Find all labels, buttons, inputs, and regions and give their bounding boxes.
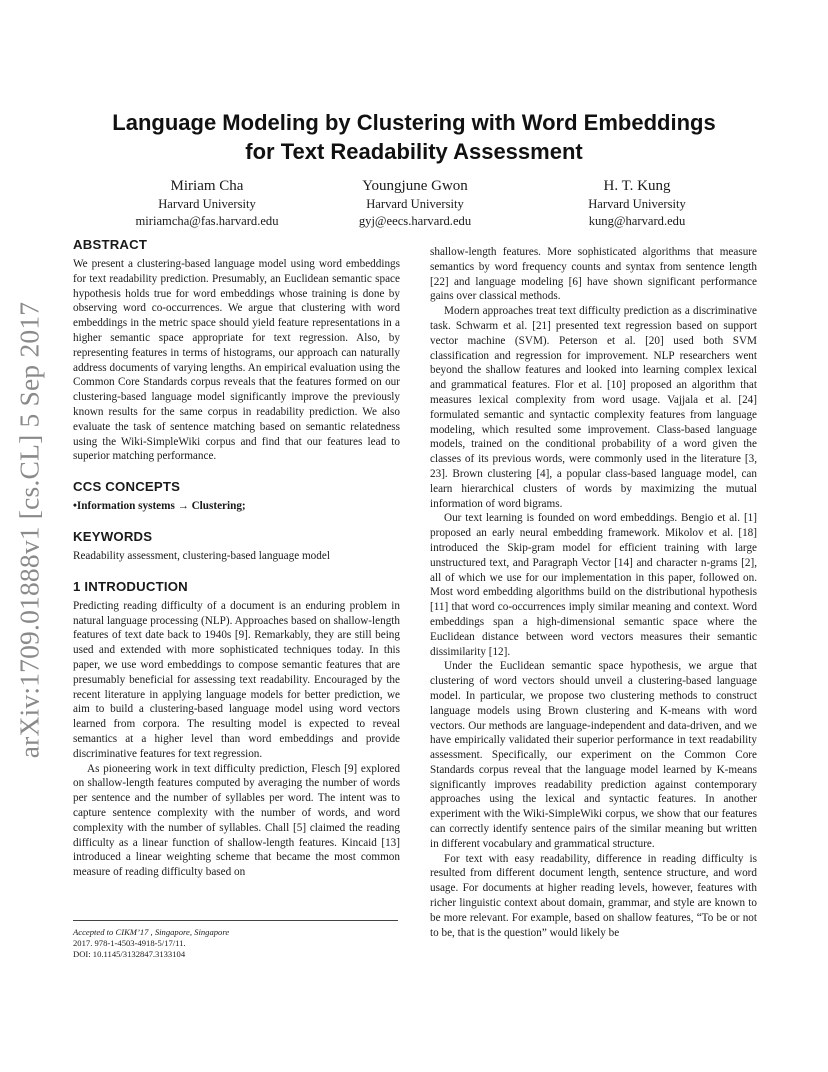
footnote-venue: Accepted to CIKM’17 , Singapore, Singapore bbox=[73, 927, 230, 937]
title-line-2: for Text Readability Assessment bbox=[245, 139, 583, 164]
author-email: miriamcha@fas.harvard.edu bbox=[135, 213, 279, 228]
author-block bbox=[92, 176, 322, 229]
paper-title bbox=[80, 108, 748, 166]
abstract-heading: ABSTRACT bbox=[73, 237, 148, 252]
author-name: Youngjune Gwon bbox=[362, 178, 468, 194]
keywords-text: Readability assessment, clustering-based language model bbox=[73, 549, 330, 562]
introduction-heading: 1 INTRODUCTION bbox=[73, 578, 188, 594]
left-column bbox=[73, 236, 400, 880]
ccs-text: •Information systems → Clustering; bbox=[73, 500, 246, 513]
author-block bbox=[522, 176, 752, 229]
body-paragraph: Under the Euclidean semantic space hypothesis, we argue that clustering of word vectors should unveil a clustering-based language model. In particular, we propose two clustering methods to construct language models using Brown clustering and K-means with word vectors. Our methods are language-independent and data-driven, and we have empirically validated their superior performance in text readability assessment. Specifically, our experiment on the Common Core Standards corpus reveal that the language model learned by K-means significantly improves readability prediction against contemporary approaches using the lexical and syntactic features. In another experiment with the Wiki-SimpleWiki corpus, we show that our features can correctly identify sentence pairs of the similar meaning but written in different vocabulary and grammatical structure. bbox=[430, 660, 757, 850]
author-email: kung@harvard.edu bbox=[588, 213, 686, 228]
author-name: H. T. Kung bbox=[603, 178, 671, 194]
author-block bbox=[300, 176, 530, 229]
author-affiliation: Harvard University bbox=[366, 197, 464, 211]
body-paragraph: Our text learning is founded on word embeddings. Bengio et al. [1] proposed an early neural embedding framework. Mikolov et al. [18] introduced the Skip-gram model for efficient training with large unstructured text, and Paragraph Vector [14] and character n-grams [2], all of which we use for our implementation in this paper, followed on. Most word embedding algorithms build on the distributional hypothesis [11] that word co-occurrences imply similar meaning and context. Word embeddings span a high-dimensional semantic space where the Euclidean distance between word vectors measures their semantic dissimilarity [12]. bbox=[430, 512, 757, 658]
body-paragraph: shallow-length features. More sophisticated algorithms that measure semantics by word frequency counts and syntax from sentence length [22] and language modeling [6] have shown significant performance gains over classical methods. bbox=[430, 246, 757, 303]
footnote-isbn: 2017. 978-1-4503-4918-5/17/11. bbox=[73, 938, 186, 948]
footnote-rule bbox=[73, 920, 398, 921]
ccs-heading: CCS CONCEPTS bbox=[73, 479, 181, 495]
footnote bbox=[73, 920, 400, 960]
right-column bbox=[430, 245, 757, 940]
author-email: gyj@eecs.harvard.edu bbox=[358, 213, 472, 228]
abstract-text: We present a clustering-based language model using word embeddings for text readability prediction. Presumably, an Euclidean semantic space hypothesis holds true for word embeddings whose training is done by observing word co-occurrences. We argue that clustering with word embeddings in the metric space should yield feature representations in a higher semantic space appropriate for text regression. Also, by representing features in terms of histograms, our approach can naturally address documents of varying lengths. An empirical evaluation using the Common Core Standards corpus reveals that the features formed on our clustering-based language model significantly improve the previously known results for the same corpus in readability prediction. We also evaluate the task of sentence matching based on semantic relatedness using the Wiki-SimpleWiki corpus and find that our features lead to superior matching performance. bbox=[73, 258, 400, 463]
intro-paragraph: As pioneering work in text difficulty prediction, Flesch [9] explored on shallow-length features computed by averaging the number of words per sentence and the number of syllables per word. The intent was to capture sentence complexity with the number of words, and word complexity with the number of syllables. Chall [5] claimed the reading difficulty as a linear function of shallow-length features. Kincaid [13] introduced a linear weighting scheme that became the most common measure of reading difficulty based on bbox=[73, 762, 400, 879]
intro-paragraph: Predicting reading difficulty of a document is an enduring problem in natural language processing (NLP). Approaches based on shallow-length features of text date back to 1940s [9]. Remarkably, they are still being used and extended with more sophisticated techniques today. In this paper, we use word embeddings to compose semantic features that are presumably beneficial for assessing text readability. Encouraged by the recent literature in applying language models for better prediction, we aim to build a clustering-based language model using word vectors learned from corpora. The resulting model is expected to reveal semantics at a higher level than word embeddings and provide discriminative features for text regression. bbox=[73, 599, 400, 760]
footnote-doi: DOI: 10.1145/3132847.3133104 bbox=[73, 949, 186, 959]
body-paragraph: For text with easy readability, difference in reading difficulty is resulted from different document length, sentence structure, and word usage. For documents at higher reading levels, however, features with richer linguistic context about domain, grammar, and style are known to be more relevant. For example, based on shallow features, “To be or not to be, that is the question” would likely be bbox=[430, 852, 757, 939]
keywords-heading: KEYWORDS bbox=[73, 528, 153, 544]
title-line-1: Language Modeling by Clustering with Word Embeddings bbox=[112, 110, 716, 135]
author-affiliation: Harvard University bbox=[158, 197, 256, 211]
arxiv-stamp bbox=[6, 290, 52, 770]
author-affiliation: Harvard University bbox=[588, 197, 686, 211]
author-name: Miriam Cha bbox=[170, 178, 244, 194]
body-paragraph: Modern approaches treat text difficulty prediction as a discriminative task. Schwarm et al. [21] presented text regression based on support vector machine (SVM). Peterson et al. [20] used both SVM classification and regression for improvement. NLP researchers went beyond the shallow features and looked into learning complex lexical and grammatical features. Flor et al. [10] proposed an algorithm that measures lexical complexity from word usage. Vajjala et al. [24] formulated semantic and syntactic complexity features from language modeling, which resulted some improvement. Class-based language models, trained on the conditional probability of a word given the classes of its previous words, were commonly used in the literature [3, 23]. Brown clustering [4], a popular class-based language model, can learn hierarchical clusters of words by maximizing the mutual information of word bigrams. bbox=[430, 305, 757, 510]
arxiv-stamp-text: arXiv:1709.01888v1 [cs.CL] 5 Sep 2017 bbox=[13, 301, 44, 759]
